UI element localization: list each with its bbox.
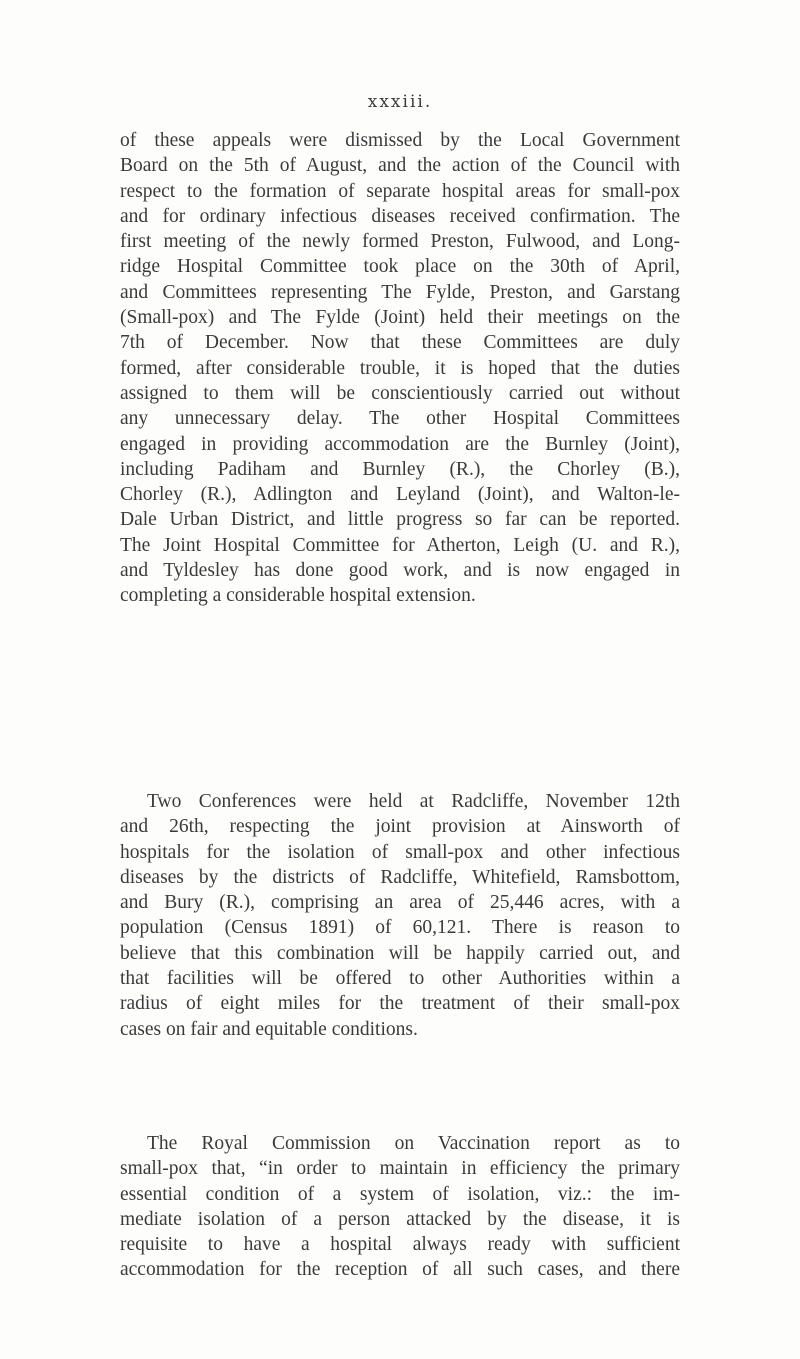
text-line: engaged in providing accommodation are the Burnley (Joint),	[120, 433, 680, 455]
text-line: essential condition of a system of isolation, viz.: the im-	[120, 1183, 680, 1205]
paragraph-1	[120, 128, 680, 609]
text-line: accommodation for the reception of all such cases, and there	[120, 1259, 680, 1281]
text-line: believe that this combination will be happily carried out, and	[120, 942, 680, 964]
text-line: Chorley (R.), Adlington and Leyland (Joint), and Walton-le-	[120, 484, 680, 506]
text-line: any unnecessary delay. The other Hospital Committees	[120, 408, 680, 430]
paragraph-2	[120, 789, 680, 1042]
text-line: that facilities will be offered to other Authorities within a	[120, 968, 680, 990]
paragraph-3	[120, 1131, 680, 1283]
text-line: diseases by the districts of Radcliffe, Whitefield, Ramsbottom,	[120, 866, 680, 888]
text-line: mediate isolation of a person attacked by the disease, it is	[120, 1208, 680, 1230]
text-line: requisite to have a hospital always ready with sufficient	[120, 1234, 680, 1256]
text-line: formed, after considerable trouble, it is hoped that the duties	[120, 357, 680, 379]
text-line: and Committees representing The Fylde, Preston, and Garstang	[120, 281, 680, 303]
text-line: hospitals for the isolation of small-pox and other infectious	[120, 841, 680, 863]
text-line: cases on fair and equitable conditions.	[120, 1018, 418, 1040]
text-line: assigned to them will be conscientiously carried out without	[120, 382, 680, 404]
text-line: The Royal Commission on Vaccination report as to	[147, 1133, 680, 1154]
text-line: 7th of December. Now that these Committees are duly	[120, 332, 680, 354]
text-line: population (Census 1891) of 60,121. There is reason to	[120, 917, 680, 939]
page-number: xxxiii.	[367, 92, 433, 112]
text-line: (Small-pox) and The Fylde (Joint) held their meetings on the	[120, 307, 680, 329]
text-line: and Tyldesley has done good work, and is now engaged in	[120, 560, 680, 582]
text-line: The Joint Hospital Committee for Atherton, Leigh (U. and R.),	[120, 534, 680, 556]
text-line: Dale Urban District, and little progress so far can be reported.	[120, 509, 680, 531]
text-line: respect to the formation of separate hospital areas for small-pox	[120, 180, 680, 202]
text-line: first meeting of the newly formed Preston, Fulwood, and Long-	[120, 231, 680, 253]
text-line: including Padiham and Burnley (R.), the Chorley (B.),	[120, 458, 680, 480]
text-line: and for ordinary infectious diseases received confirmation. The	[120, 205, 680, 227]
text-line: Board on the 5th of August, and the action of the Council with	[120, 155, 680, 177]
text-line: and Bury (R.), comprising an area of 25,446 acres, with a	[120, 892, 680, 914]
text-line: small-pox that, “in order to maintain in efficiency the primary	[120, 1158, 680, 1180]
text-line: and 26th, respecting the joint provision at Ainsworth of	[120, 816, 680, 838]
text-line: ridge Hospital Committee took place on the 30th of April,	[120, 256, 680, 278]
text-line: Two Conferences were held at Radcliffe, November 12th	[147, 791, 680, 812]
text-line: radius of eight miles for the treatment of their small-pox	[120, 993, 680, 1015]
text-line: completing a considerable hospital extension.	[120, 585, 476, 607]
text-line: of these appeals were dismissed by the Local Government	[120, 130, 680, 151]
